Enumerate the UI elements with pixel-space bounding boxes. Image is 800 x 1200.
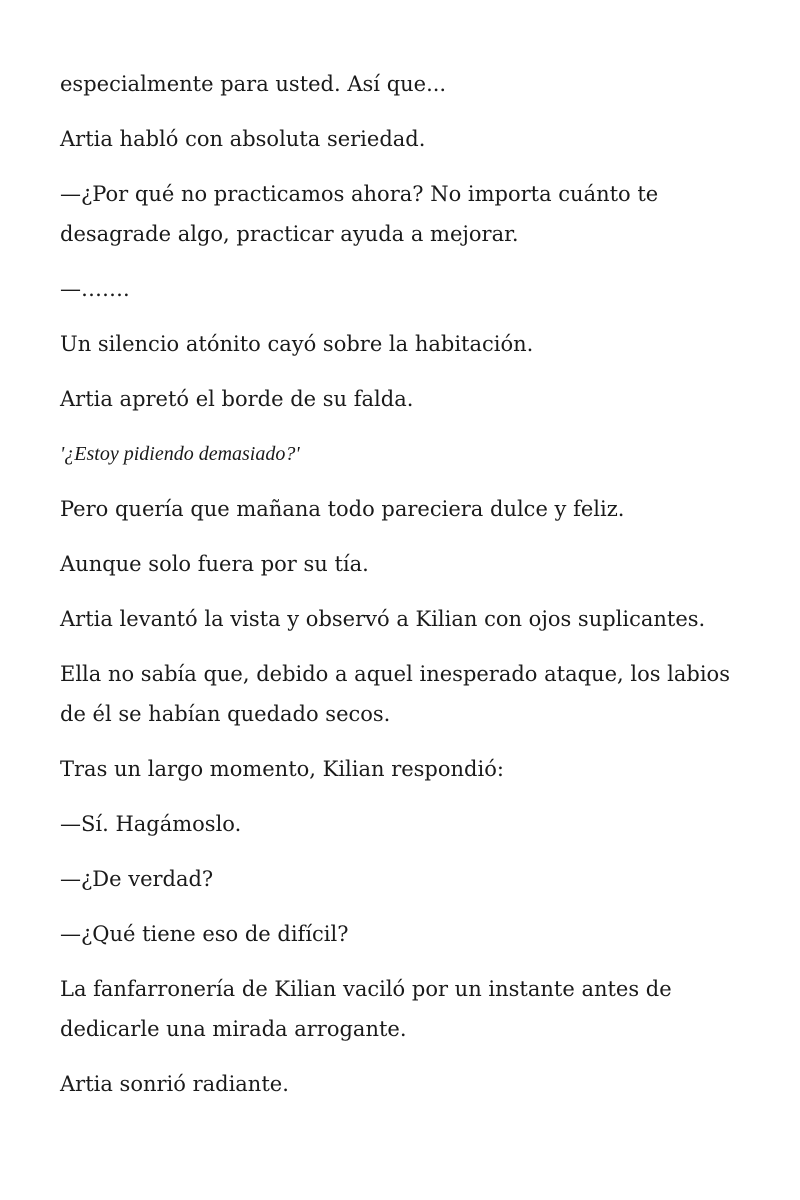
paragraph-11: Ella no sabía que, debido a aquel inesperado ataque, los labios de él se habían quedado secos. [60, 662, 730, 726]
paragraph-4: —……. [60, 277, 130, 301]
paragraph-13: —Sí. Hagámoslo. [60, 812, 242, 836]
paragraph-15: —¿Qué tiene eso de difícil? [60, 922, 349, 946]
paragraph-6: Artia apretó el borde de su falda. [60, 387, 414, 411]
inner-thought: '¿Estoy pidiendo demasiado?' [60, 443, 300, 465]
paragraph-10: Artia levantó la vista y observó a Kilian con ojos suplicantes. [60, 607, 706, 631]
paragraph-17: Artia sonrió radiante. [60, 1072, 289, 1096]
paragraph-8: Pero quería que mañana todo pareciera dulce y feliz. [60, 497, 625, 521]
paragraph-12: Tras un largo momento, Kilian respondió: [60, 757, 504, 781]
paragraph-3: —¿Por qué no practicamos ahora? No importa cuánto te desagrade algo, practicar ayuda a mejorar. [60, 182, 659, 246]
document-body [60, 64, 760, 1119]
paragraph-1: especialmente para usted. Así que... [60, 72, 447, 96]
paragraph-2: Artia habló con absoluta seriedad. [60, 127, 426, 151]
paragraph-5: Un silencio atónito cayó sobre la habitación. [60, 332, 534, 356]
paragraph-16: La fanfarronería de Kilian vaciló por un instante antes de dedicarle una mirada arrogante. [60, 977, 672, 1041]
paragraph-9: Aunque solo fuera por su tía. [60, 552, 369, 576]
paragraph-14: —¿De verdad? [60, 867, 214, 891]
